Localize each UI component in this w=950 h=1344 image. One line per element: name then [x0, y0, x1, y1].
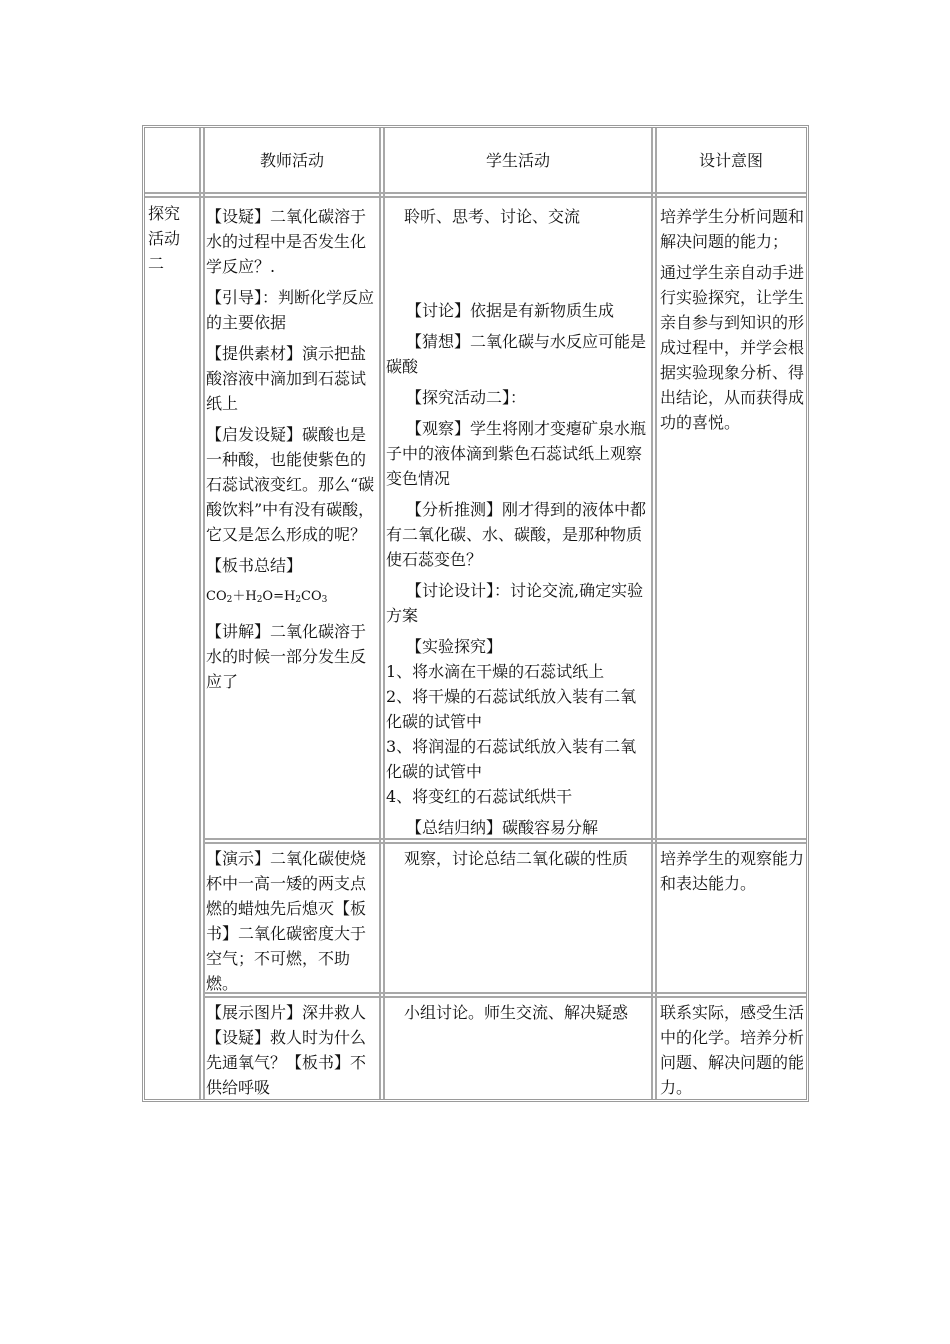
teacher-step: 【提供素材】演示把盐酸溶液中滴加到石蕊试纸上 [206, 344, 367, 413]
header-student-activity: 学生活动 [485, 151, 550, 170]
teacher-step: 【设疑】二氧化碳溶于水的过程中是否发生化学反应？. [206, 207, 367, 276]
student-step: 【实验探究】 [406, 637, 503, 656]
table-divider [651, 128, 653, 1099]
teacher-activity-cell: 【展示图片】深井救人【设疑】救人时为什么先通氧气？【板书】不供给呼吸 [206, 1003, 367, 1097]
student-step: 【猜想】二氧化碳与水反应可能是碳酸 [386, 332, 647, 376]
table-divider [379, 128, 381, 1099]
table-divider [203, 996, 806, 998]
student-activity-cell [386, 204, 650, 846]
intent-text: 培养学生分析问题和解决问题的能力； [660, 207, 805, 251]
header-teacher-activity: 教师活动 [259, 151, 324, 170]
experiment-step: 3、将润湿的石蕊试纸放入装有二氧化碳的试管中 [386, 737, 637, 781]
header-design-intent: 设计意图 [698, 151, 763, 170]
experiment-step: 4、将变红的石蕊试纸烘干 [386, 787, 573, 806]
chemical-equation: $CO_2+H_2O=H_2CO_3$ [206, 589, 328, 605]
student-step: 【讨论】依据是有新物质生成 [406, 301, 615, 320]
teacher-activity-cell: 【演示】二氧化碳使烧杯中一高一矮的两支点燃的蜡烛先后熄灭【板书】二氧化碳密度大于空气；不可燃，不助燃。 [206, 849, 367, 993]
table-divider [199, 128, 201, 1099]
teacher-step: 【启发设疑】碳酸也是一种酸，也能使紫色的石蕊试液变红。那么“碳酸饮料”中有没有碳酸，它又是怎么形成的呢？ [206, 425, 375, 544]
student-step: 【总结归纳】碳酸容易分解 [406, 818, 599, 837]
student-activity-cell: 观察，讨论总结二氧化碳的性质 [404, 849, 629, 868]
student-step: 【讨论设计】：讨论交流,确定实验方案 [386, 581, 644, 625]
table-divider [655, 128, 657, 1099]
student-step: 聆听、思考、讨论、交流 [404, 207, 581, 226]
design-intent-cell [660, 204, 804, 441]
student-step: 【观察】学生将刚才变瘪矿泉水瓶子中的液体滴到紫色石蕊试纸上观察变色情况 [386, 419, 647, 488]
section-label: 探究活动二 [148, 204, 181, 273]
design-intent-cell: 联系实际，感受生活中的化学。培养分析问题、解决问题的能力。 [660, 1003, 805, 1097]
table-divider [145, 196, 806, 198]
student-step: 【探究活动二】： [406, 388, 527, 407]
intent-text: 通过学生亲自动手进行实验探究，让学生亲自参与到知识的形成过程中，并学会根据实验现象分析、得出结论，从而获得成功的喜悦。 [660, 263, 805, 432]
student-step: 【分析推测】刚才得到的液体中都有二氧化碳、水、碳酸，是那种物质使石蕊变色？ [386, 500, 647, 569]
teacher-step: 【讲解】二氧化碳溶于水的时候一部分发生反应了 [206, 622, 367, 691]
design-intent-cell: 培养学生的观察能力和表达能力。 [660, 849, 805, 893]
experiment-step: 2、将干燥的石蕊试纸放入装有二氧化碳的试管中 [386, 687, 637, 731]
teacher-step: 【板书总结】 [206, 556, 303, 575]
teacher-step: 【引导】：判断化学反应的主要依据 [206, 288, 375, 332]
experiment-step: 1、将水滴在干燥的石蕊试纸上 [386, 662, 605, 681]
student-activity-cell: 小组讨论。师生交流、解决疑惑 [404, 1003, 629, 1022]
teacher-activity-cell [206, 204, 378, 700]
table-divider [203, 128, 205, 1099]
table-divider [383, 128, 385, 1099]
table-divider [145, 192, 806, 194]
